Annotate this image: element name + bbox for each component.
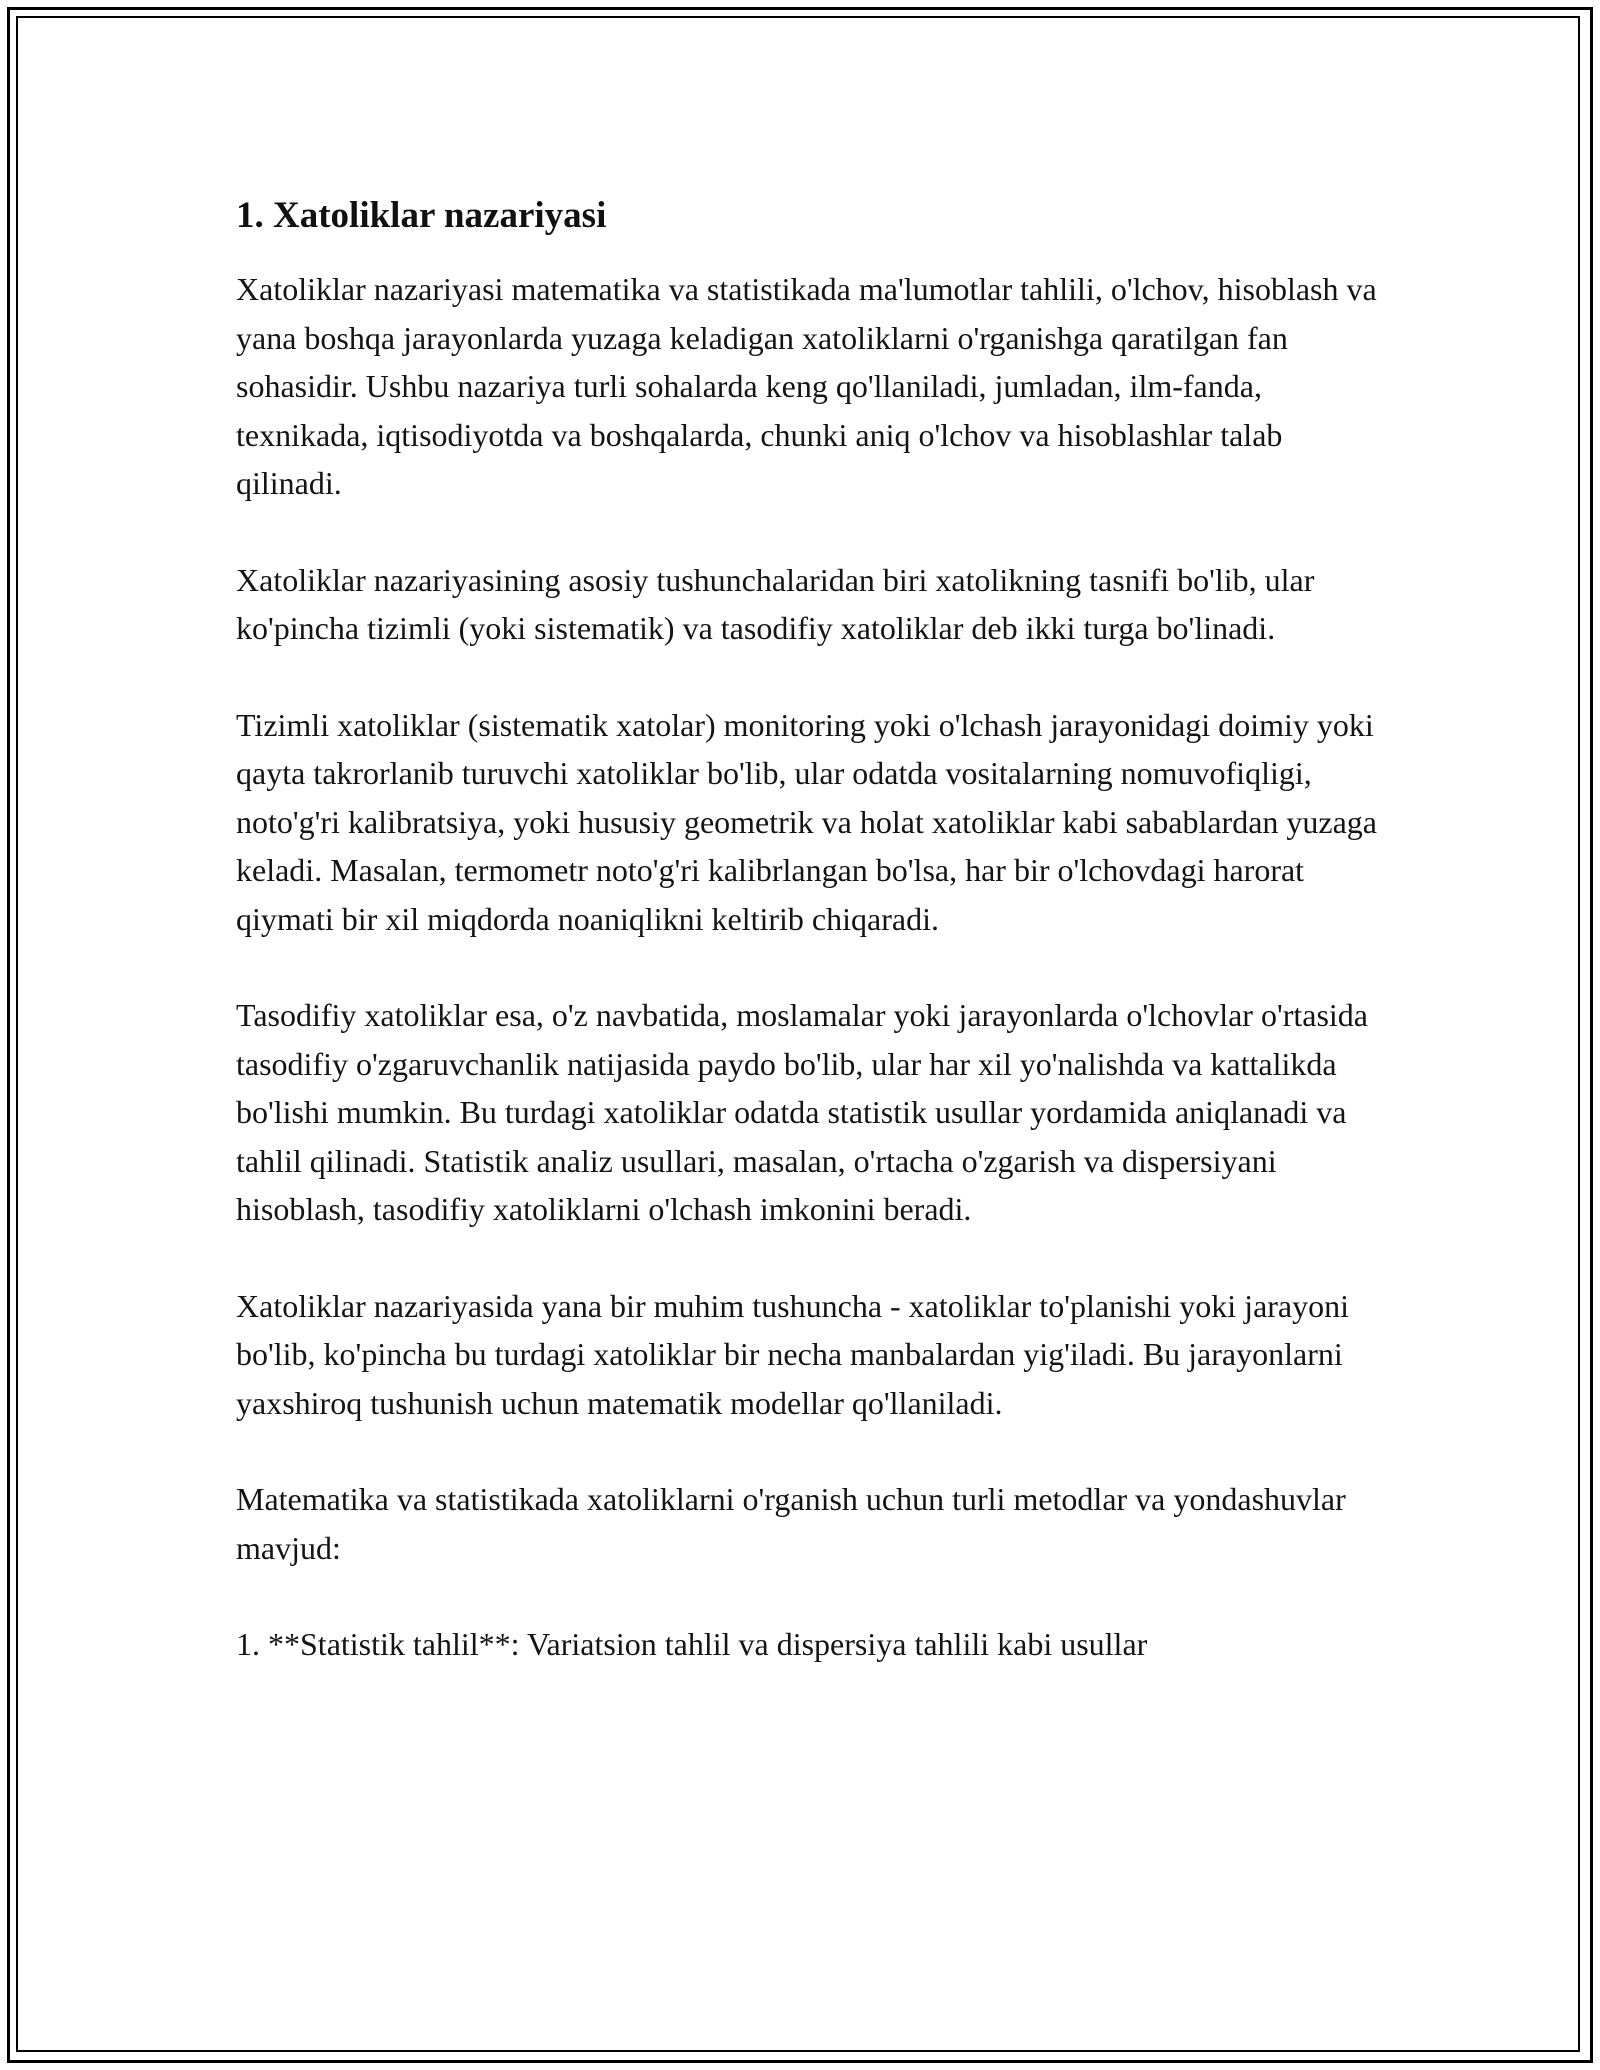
paragraph-error-accumulation: Xatoliklar nazariyasida yana bir muhim tushuncha - xatoliklar to'planishi yoki jarayoni bo'lib, ko'pincha bu turdagi xatoliklar bir necha manbalardan yig'iladi. Bu jarayonlarni yaxshiroq tushunish uchun matematik modellar qo'llaniladi. [236, 1287, 1350, 1421]
paragraph-intro: Xatoliklar nazariyasi matematika va statistikada ma'lumotlar tahlili, o'lchov, hisoblash va yana boshqa jarayonlarda yuzaga keladigan xatoliklarni o'rganishga qaratilgan fan sohasidir. Ushbu nazariya turli sohalarda keng qo'llaniladi, jumladan, ilm-fanda, texnikada, iqtisodiyotda va boshqalarda, chunki aniq o'lchov va hisoblashlar talab qilinadi. [236, 271, 1377, 502]
list-item-statistical-analysis: 1. **Statistik tahlil**: Variatsion tahlil va dispersiya tahlili kabi usullar [236, 1626, 1148, 1663]
paragraph-classification: Xatoliklar nazariyasining asosiy tushunchalaridan biri xatolikning tasnifi bo'lib, ular ko'pincha tizimli (yoki sistematik) va tasodifiy xatoliklar deb ikki turga bo'linadi. [236, 561, 1315, 647]
paragraph-random-errors: Tasodifiy xatoliklar esa, o'z navbatida, moslamalar yoki jarayonlarda o'lchovlar o'rtasida tasodifiy o'zgaruvchanlik natijasida paydo bo'lib, ular har xil yo'nalishda va kattalikda bo'lishi mumkin. Bu turdagi xatoliklar odatda statistik usullar yordamida aniqlanadi va tahlil qilinadi. Statistik analiz usullari, masalan, o'rtacha o'zgarish va dispersiyani hisoblash, tasodifiy xatoliklarni o'lchash imkonini beradi. [236, 997, 1368, 1228]
document-page [236, 183, 1396, 1717]
paragraph-methods-intro: Matematika va statistikada xatoliklarni o'rganish uchun turli metodlar va yondashuvlar mavjud: [236, 1481, 1346, 1566]
paragraph-systematic-errors: Tizimli xatoliklar (sistematik xatolar) monitoring yoki o'lchash jarayonidagi doimiy yoki qayta takrorlanib turuvchi xatoliklar bo'lib, ular odatda vositalarning nomuvofiqligi, noto'g'ri kalibratsiya, yoki hususiy geometrik va holat xatoliklar kabi sabablardan yuzaga keladi. Masalan, termometr noto'g'ri kalibrlangan bo'lsa, har bir o'lchovdagi harorat qiymati bir xil miqdorda noaniqlikni keltirib chiqaradi. [236, 706, 1377, 937]
document-title: 1. Xatoliklar nazariyasi [236, 195, 607, 236]
